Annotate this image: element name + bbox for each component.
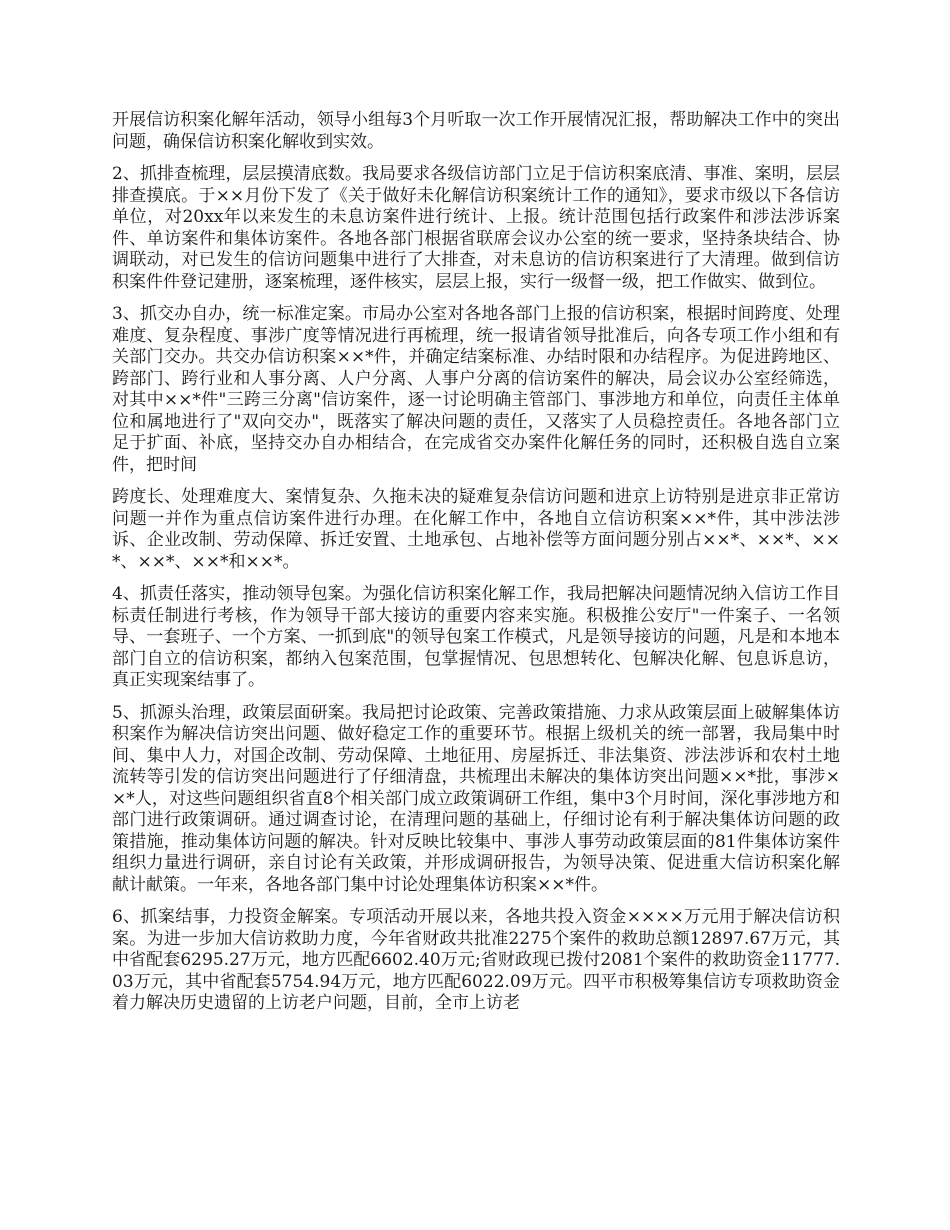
paragraph-item-5: 5、抓源头治理，政策层面研案。我局把讨论政策、完善政策措施、力求从政策层面上破解集体访积案作为解决信访突出问题、做好稳定工作的重要环节。根据上级机关的统一部署，我局集中时间、集中人力，对国企改制、劳动保障、土地征用、房屋拆迁、非法集资、涉法涉诉和农村土地流转等引发的信访突出问题进行了仔细清盘，共梳理出未解决的集体访突出问题××*批，事涉××*人，对这些问题组织省直8个相关部门成立政策调研工作组，集中3个月时间，深化事涉地方和部门进行政策调研。通过调查讨论，在清理问题的基础上，仔细讨论有利于解决集体访问题的政策措施，推动集体访问题的解决。针对反映比较集中、事涉人事劳动政策层面的81件集体访案件组织力量进行调研，亲自讨论有关政策，并形成调研报告，为领导决策、促进重大信访积案化解献计献策。一年来，各地各部门集中讨论处理集体访积案××*件。 [112, 702, 840, 895]
paragraph-item-3-continued: 跨度长、处理难度大、案情复杂、久拖未决的疑难复杂信访问题和进京上访特别是进京非正常访问题一并作为重点信访案件进行办理。在化解工作中，各地自立信访积案××*件，其中涉法涉诉、企业改制、劳动保障、拆迁安置、土地承包、占地补偿等方面问题分别占××*、××*、××*、××*、××*和××*。 [112, 487, 840, 572]
paragraph-item-4: 4、抓责任落实，推动领导包案。为强化信访积案化解工作，我局把解决问题情况纳入信访工作目标责任制进行考核，作为领导干部大接访的重要内容来实施。积极推公安厅"一件案子、一名领导、一套班子、一个方案、一抓到底"的领导包案工作模式，凡是领导接访的问题，凡是和本地本部门自立的信访积案，都纳入包案范围，包掌握情况、包思想转化、包解决化解、包息诉息访，真正实现案结事了。 [112, 584, 840, 690]
paragraph-item-6: 6、抓案结事，力投资金解案。专项活动开展以来，各地共投入资金××××万元用于解决信访积案。为进一步加大信访救助力度，今年省财政共批准2275个案件的救助总额12897.67万元，其中省配套6295.27万元，地方匹配6602.40万元;省财政现已拨付2081个案件的救助资金11777.03万元，其中省配套5754.94万元，地方匹配6022.09万元。四平市积极筹集信访专项救助资金着力解决历史遗留的上访老户问题，目前，全市上访老 [112, 907, 840, 1013]
paragraph-item-3: 3、抓交办自办，统一标准定案。市局办公室对各地各部门上报的信访积案，根据时间跨度、处理难度、复杂程度、事涉广度等情况进行再梳理，统一报请省领导批准后，向各专项工作小组和有关部门交办。共交办信访积案××*件，并确定结案标准、办结时限和办结程序。为促进跨地区、跨部门、跨行业和人事分离、人户分离、人事户分离的信访案件的解决，局会议办公室经筛选，对其中××*件"三跨三分离"信访案件，逐一讨论明确主管部门、事涉地方和单位，向责任主体单位和属地进行了"双向交办"，既落实了解决问题的责任，又落实了人员稳控责任。各地各部门立足于扩面、补底，坚持交办自办相结合，在完成省交办案件化解任务的同时，还积极自选自立案件，把时间 [112, 304, 840, 475]
paragraph-intro: 开展信访积案化解年活动，领导小组每3个月听取一次工作开展情况汇报，帮助解决工作中的突出问题，确保信访积案化解收到实效。 [112, 110, 840, 152]
paragraph-item-2: 2、抓排查梳理，层层摸清底数。我局要求各级信访部门立足于信访积案底清、事准、案明，层层排查摸底。于××月份下发了《关于做好未化解信访积案统计工作的通知》，要求市级以下各信访单位，对20xx年以来发生的未息访案件进行统计、上报。统计范围包括行政案件和涉法涉诉案件、单访案件和集体访案件。各地各部门根据省联席会议办公室的统一要求，坚持条块结合、协调联动，对已发生的信访问题集中进行了大排查，对未息访的信访积案进行了大清理。做到信访积案件件登记建册，逐案梳理，逐件核实，层层上报，实行一级督一级，把工作做实、做到位。 [112, 164, 840, 292]
